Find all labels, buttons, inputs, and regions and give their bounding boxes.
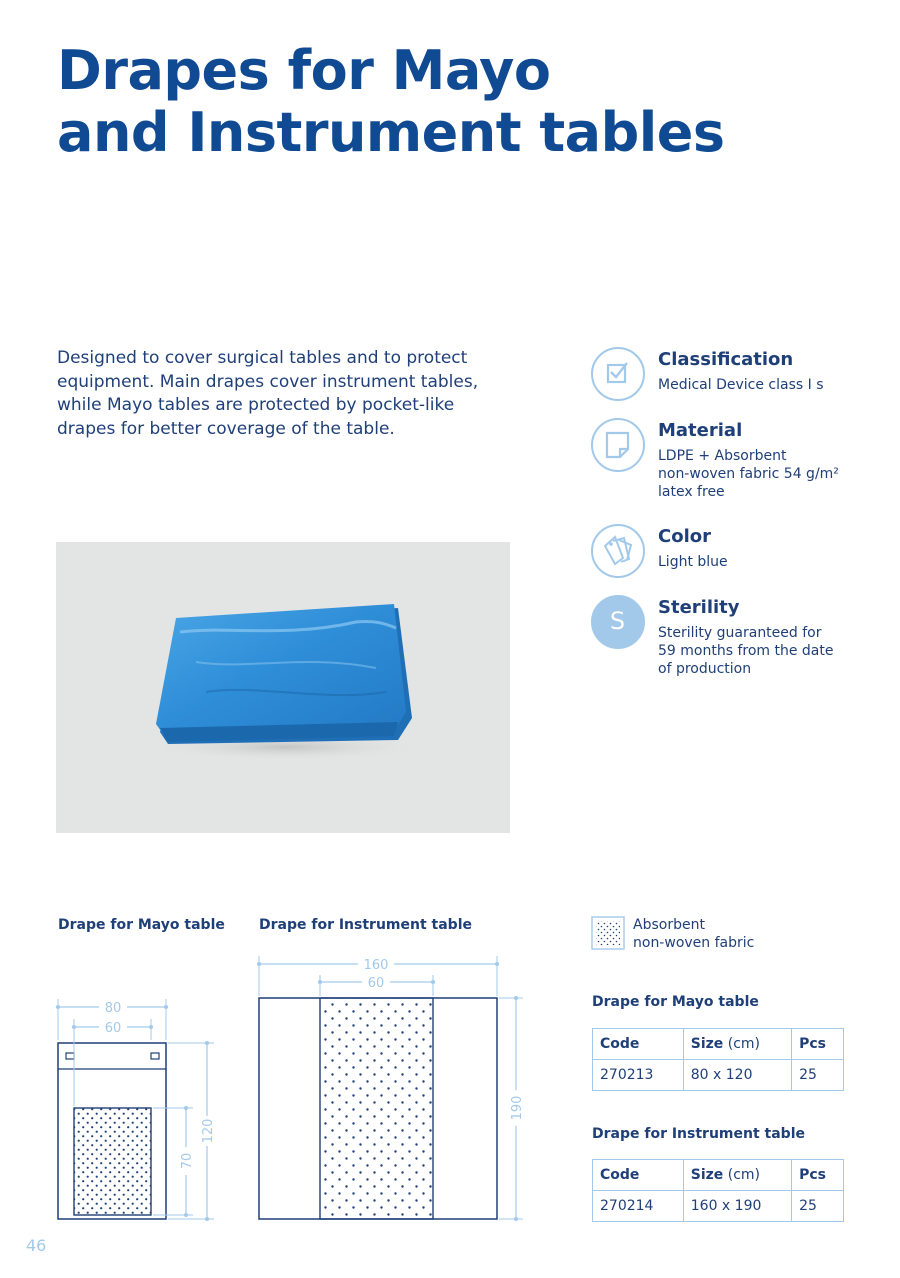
cell-code: 270214 bbox=[593, 1191, 684, 1222]
header-code-text: Code bbox=[600, 1036, 640, 1052]
header-size bbox=[683, 1160, 791, 1191]
dim-instrument-width-outer: 160 bbox=[363, 958, 389, 973]
dim-instrument-width-inner: 60 bbox=[367, 976, 385, 991]
property-label: Sterility bbox=[658, 597, 740, 618]
spec-table-mayo bbox=[592, 1028, 844, 1091]
fabric-icon bbox=[591, 418, 645, 472]
dim-mayo-height-total: 120 bbox=[201, 1118, 216, 1144]
intro-paragraph: Designed to cover surgical tables and to protect equipment. Main drapes cover instrument tables, while Mayo tables are protected by pocket-like drapes for better coverage of the table. bbox=[57, 348, 479, 439]
table-row bbox=[593, 1060, 844, 1091]
property-label: Color bbox=[658, 526, 711, 547]
table-title-instrument: Drape for Instrument table bbox=[592, 1126, 805, 1142]
header-size-unit: (cm) bbox=[727, 1167, 760, 1183]
header-size-text: Size bbox=[690, 1036, 724, 1052]
header-code bbox=[593, 1160, 684, 1191]
absorbent-pattern-icon bbox=[591, 916, 625, 950]
value-line: latex free bbox=[658, 484, 725, 500]
legend-line: Absorbent bbox=[633, 917, 705, 933]
value-line: of production bbox=[658, 661, 752, 677]
property-value bbox=[658, 553, 868, 571]
dim-mayo-width-outer: 80 bbox=[104, 1001, 122, 1016]
dim-mayo-height-pocket: 70 bbox=[180, 1152, 195, 1170]
color-swatch-icon bbox=[591, 524, 645, 578]
value-line: 59 months from the date bbox=[658, 643, 834, 659]
header-code bbox=[593, 1029, 684, 1060]
instrument-drape-drawing bbox=[257, 955, 525, 1221]
header-pcs bbox=[792, 1160, 844, 1191]
header-pcs bbox=[792, 1029, 844, 1060]
sterility-letter: S bbox=[609, 607, 626, 635]
property-value bbox=[658, 376, 868, 394]
header-size-unit: (cm) bbox=[727, 1036, 760, 1052]
table-header-row bbox=[593, 1029, 844, 1060]
cell-code: 270213 bbox=[593, 1060, 684, 1091]
spec-table-instrument bbox=[592, 1159, 844, 1222]
page-number: 46 bbox=[26, 1236, 47, 1255]
title-line-2: and Instrument tables bbox=[57, 101, 725, 164]
header-pcs-text: Pcs bbox=[799, 1167, 826, 1183]
table-row bbox=[593, 1191, 844, 1222]
title-line-1: Drapes for Mayo bbox=[57, 39, 551, 102]
cell-pcs: 25 bbox=[792, 1060, 844, 1091]
header-size bbox=[683, 1029, 791, 1060]
property-value bbox=[658, 624, 868, 678]
table-title-mayo: Drape for Mayo table bbox=[592, 994, 759, 1010]
value-line: Sterility guaranteed for bbox=[658, 625, 822, 641]
cell-size: 160 x 190 bbox=[683, 1191, 791, 1222]
value-line: non-woven fabric 54 g/m² bbox=[658, 466, 839, 482]
property-label: Material bbox=[658, 420, 743, 441]
property-value bbox=[658, 447, 868, 501]
mayo-diagram-label: Drape for Mayo table bbox=[58, 917, 225, 933]
legend-text bbox=[633, 916, 833, 952]
cell-size: 80 x 120 bbox=[683, 1060, 791, 1091]
value-line: Medical Device class I s bbox=[658, 377, 824, 393]
checkbox-icon bbox=[591, 347, 645, 401]
property-label: Classification bbox=[658, 349, 794, 370]
instrument-diagram-label: Drape for Instrument table bbox=[259, 917, 472, 933]
header-pcs-text: Pcs bbox=[799, 1036, 826, 1052]
legend-line: non-woven fabric bbox=[633, 935, 755, 951]
dim-mayo-width-inner: 60 bbox=[104, 1021, 122, 1036]
value-line: LDPE + Absorbent bbox=[658, 448, 787, 464]
sterility-icon bbox=[591, 595, 645, 649]
header-code-text: Code bbox=[600, 1167, 640, 1183]
value-line: Light blue bbox=[658, 554, 728, 570]
mayo-drape-drawing bbox=[56, 998, 216, 1221]
dim-instrument-height-total: 190 bbox=[510, 1095, 525, 1121]
cell-pcs: 25 bbox=[792, 1191, 844, 1222]
table-header-row bbox=[593, 1160, 844, 1191]
header-size-text: Size bbox=[690, 1167, 724, 1183]
